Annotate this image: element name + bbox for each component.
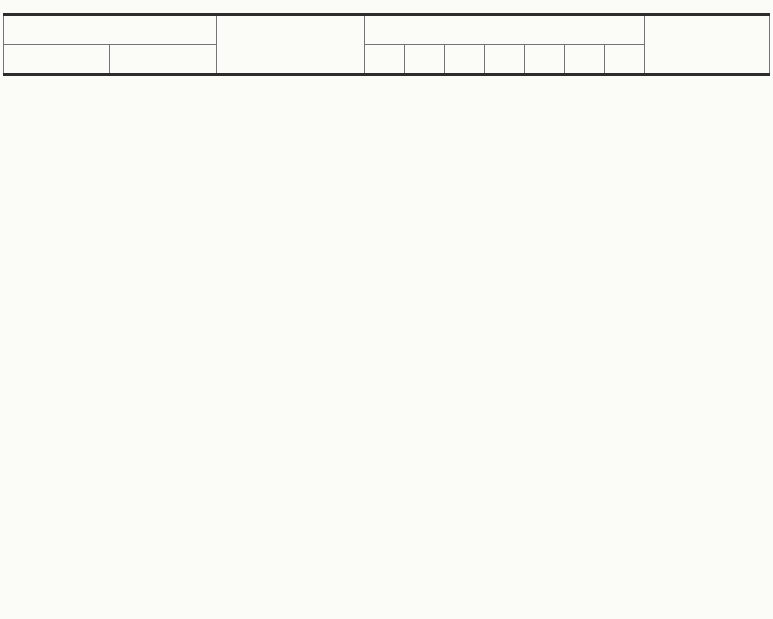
segment-header-a [364, 45, 404, 75]
bin-header [109, 45, 216, 75]
segment-header-d [484, 45, 524, 75]
segment-header-f [564, 45, 604, 75]
header-row-1 [3, 15, 769, 45]
segment-header-e [524, 45, 564, 75]
display-header [645, 15, 770, 75]
table-header [3, 15, 769, 75]
segment-header-g [604, 45, 644, 75]
hex-header [3, 45, 109, 75]
page-title [0, 0, 773, 7]
segment-header-c [444, 45, 484, 75]
segment-code-conversion-table [3, 13, 770, 76]
output-data-header [364, 15, 644, 45]
segment-header-b [404, 45, 444, 75]
input-data-header [3, 15, 216, 45]
compose-header [216, 15, 364, 75]
